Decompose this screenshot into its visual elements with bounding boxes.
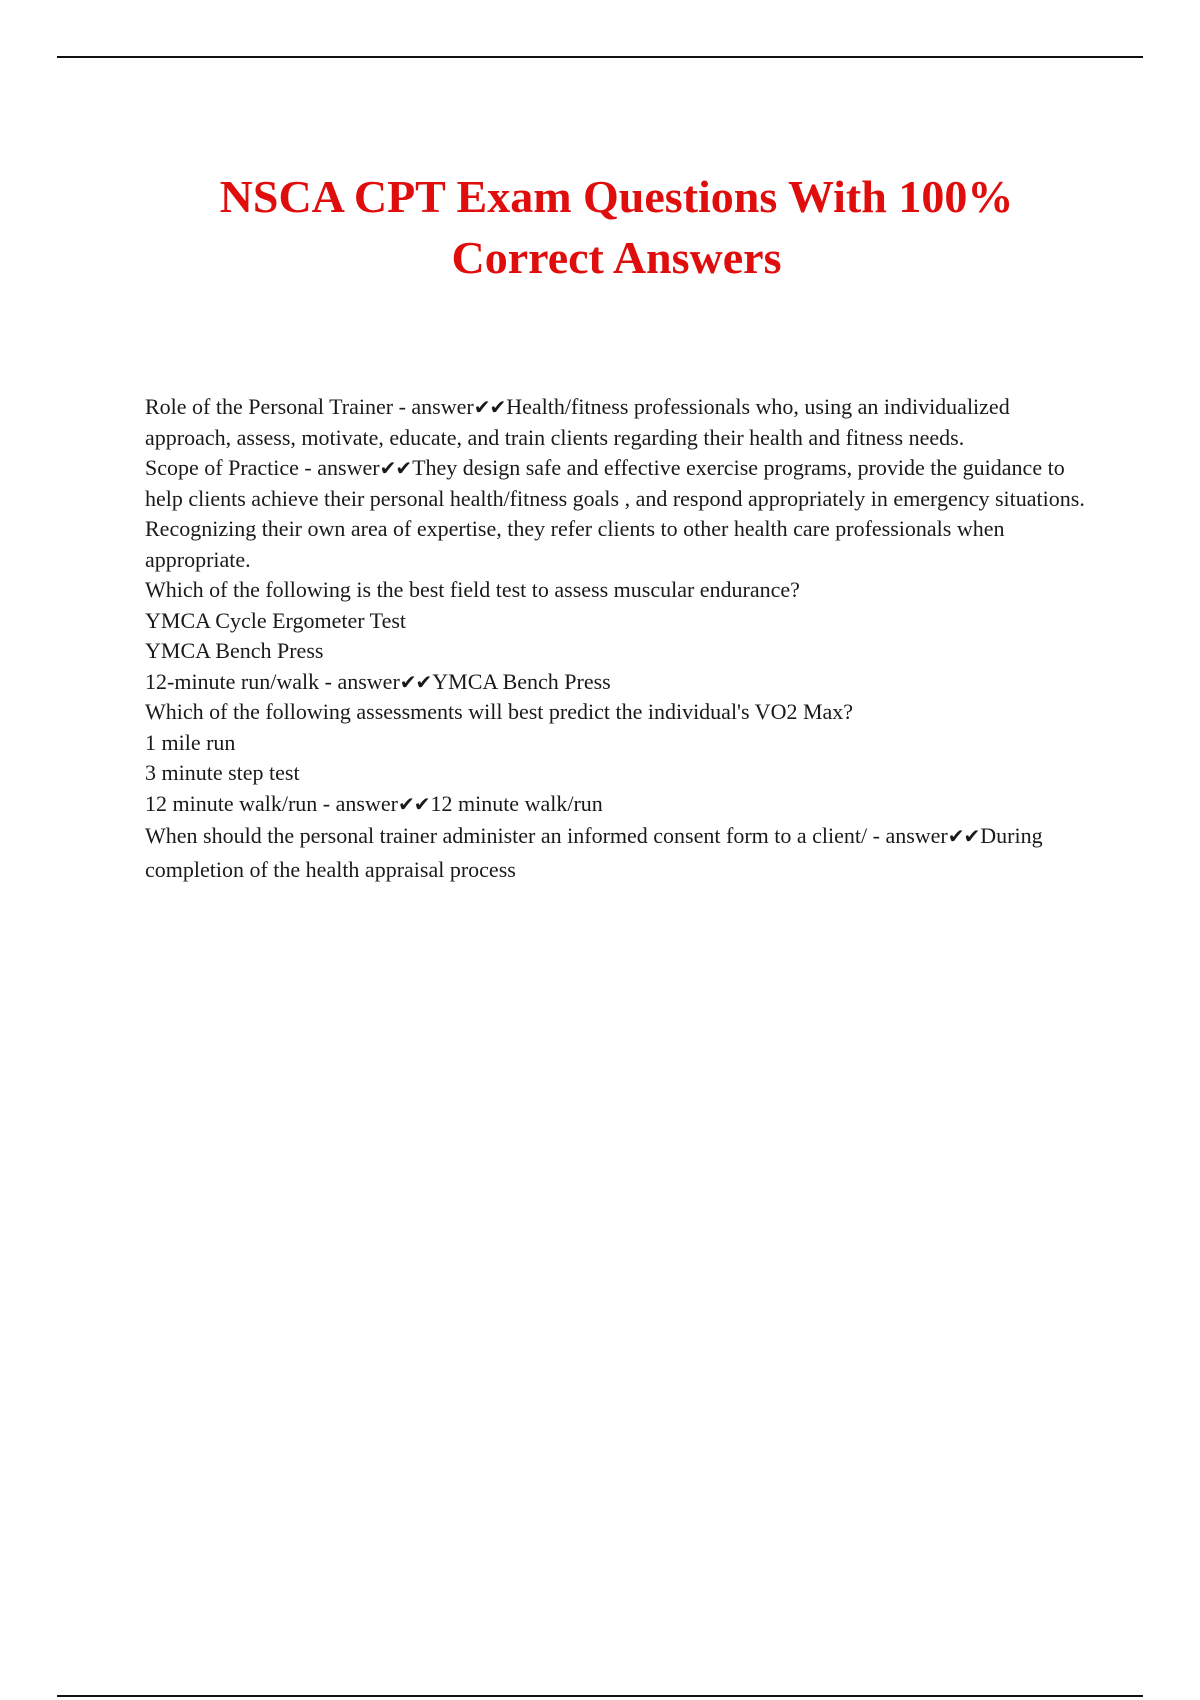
answer-label: answer <box>335 790 398 816</box>
double-check-icon: ✔✔ <box>399 669 432 694</box>
question-vo2-max: Which of the following assessments will best predict the individual's VO2 Max? <box>145 699 854 724</box>
qa-informed-consent <box>145 819 1095 887</box>
answer-label: answer <box>317 455 380 480</box>
option-text: 12 minute walk/run - <box>145 790 336 816</box>
answer-option-with-answer <box>145 789 1095 820</box>
double-check-icon: ✔✔ <box>379 456 412 480</box>
answer-option: 3 minute step test <box>145 760 300 785</box>
answer-label: answer <box>411 394 474 419</box>
question-muscular-endurance: Which of the following is the best field test to assess muscular endurance? <box>145 577 800 602</box>
answer-text: 12 minute walk/run <box>430 790 603 816</box>
double-check-icon: ✔✔ <box>947 824 980 848</box>
answer-text: They design safe and effective exercise programs, provide the guidance to help clients achieve their personal health/fitness goals , and respond appropriately in emergency situations. Recognizing their own area of expertise, they refer clients to other health care professionals when appropriate. <box>145 455 1085 572</box>
header-rule <box>57 56 1143 58</box>
answer-text: During completion of the health appraisal process <box>145 823 1043 882</box>
double-check-icon: ✔✔ <box>473 395 506 419</box>
answer-label: answer <box>337 668 400 694</box>
answer-option: YMCA Cycle Ergometer Test <box>145 607 407 633</box>
qa-role-of-personal-trainer <box>145 392 1095 453</box>
question-text: Role of the Personal Trainer - <box>145 394 412 419</box>
footer-rule <box>57 1695 1143 1697</box>
answer-text: YMCA Bench Press <box>432 668 611 694</box>
answer-marker <box>336 791 431 816</box>
qa-scope-of-practice <box>145 453 1095 575</box>
answer-option-with-answer <box>145 667 1095 698</box>
answer-option: 1 mile run <box>145 729 236 755</box>
document-title: NSCA CPT Exam Questions With 100% Correct Answers <box>219 171 1014 283</box>
document-body <box>145 392 1095 887</box>
question-text: When should the personal trainer administer an informed consent form to a client/ - <box>145 823 886 848</box>
answer-marker <box>337 669 432 694</box>
answer-option: YMCA Bench Press <box>145 638 324 663</box>
question-text: Scope of Practice - <box>145 455 318 480</box>
option-text: 12-minute run/walk - <box>145 668 338 694</box>
answer-marker <box>411 394 506 419</box>
answer-marker <box>317 455 412 480</box>
answer-label: answer <box>885 823 948 848</box>
answer-text: Health/fitness professionals who, using an individualized approach, assess, motivate, educate, and train clients regarding their health and fitness needs. <box>145 394 1010 450</box>
double-check-icon: ✔✔ <box>397 791 430 816</box>
answer-marker <box>885 823 980 848</box>
